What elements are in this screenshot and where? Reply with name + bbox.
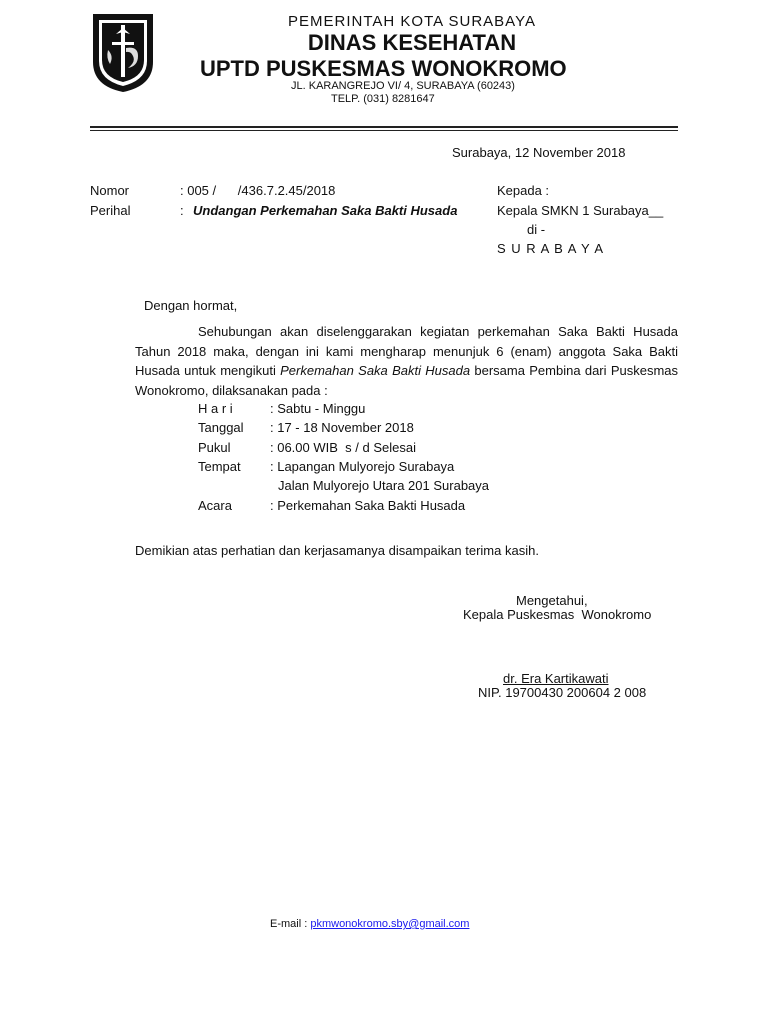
detail-value: : 06.00 WIB s / d Selesai: [270, 440, 416, 455]
detail-value: : Sabtu - Minggu: [270, 401, 366, 416]
perihal-colon: :: [180, 203, 184, 218]
nomor-label: Nomor: [90, 183, 130, 198]
body-paragraph-part1: Sehubungan akan diselenggarakan kegiatan perkemahan Saka Bakti Husada Tahun 2018 maka, dengan ini kami mengharap menunjuk 6 (enam) anggota Saka Bakti Husada untuk mengikuti: [135, 324, 678, 378]
perihal-value: Undangan Perkemahan Saka Bakti Husada: [193, 203, 458, 218]
detail-value: Jalan Mulyorejo Utara 201 Surabaya: [278, 478, 490, 493]
recipient-name: Kepala SMKN 1 Surabaya__: [497, 203, 664, 218]
closing-sentence: Demikian atas perhatian dan kerjasamanya disampaikan terima kasih.: [135, 543, 539, 558]
letterhead-phone: TELP. (031) 8281647: [331, 93, 435, 105]
footer-email-label: E-mail :: [270, 918, 308, 930]
detail-value: : Perkemahan Saka Bakti Husada: [270, 498, 466, 513]
letterhead-government: PEMERINTAH KOTA SURABAYA: [288, 13, 536, 30]
detail-label: Pukul: [198, 440, 231, 455]
letterhead-address: JL. KARANGREJO VI/ 4, SURABAYA (60243): [291, 80, 515, 92]
letterhead-divider-thin: [90, 130, 678, 131]
signature-mengetahui: Mengetahui,: [516, 593, 588, 608]
recipient-kepada: Kepada :: [497, 183, 550, 198]
footer-email-link[interactable]: pkmwonokromo.sby@gmail.com: [310, 918, 470, 930]
nomor-value: : 005 / /436.7.2.45/2018: [180, 183, 336, 198]
letterhead-unit: UPTD PUSKESMAS WONOKROMO: [200, 56, 567, 81]
perihal-label: Perihal: [90, 203, 131, 218]
body-paragraph-part2: bersama Pembina dari Puskesmas Wonokromo, dilaksanakan pada :: [135, 363, 679, 398]
detail-value: : 17 - 18 November 2018: [270, 420, 414, 435]
detail-label: Tempat: [198, 459, 241, 474]
letter-date: Surabaya, 12 November 2018: [452, 145, 626, 160]
letterhead-divider-thick: [90, 126, 678, 128]
signature-name: dr. Era Kartikawati: [503, 671, 609, 686]
detail-label: Tanggal: [198, 420, 244, 435]
recipient-city: S U R A B A Y A: [497, 241, 605, 256]
body-paragraph: [135, 322, 678, 400]
signature-title: Kepala Puskesmas Wonokromo: [463, 607, 652, 622]
footer-email: [270, 918, 469, 930]
body-paragraph-italic: Perkemahan Saka Bakti Husada: [280, 363, 471, 378]
signature-nip: NIP. 19700430 200604 2 008: [478, 685, 647, 700]
detail-label: H a r i: [198, 401, 233, 416]
detail-label: Acara: [198, 498, 232, 513]
recipient-di: di -: [527, 222, 546, 237]
greeting: Dengan hormat,: [144, 298, 238, 313]
detail-value: : Lapangan Mulyorejo Surabaya: [270, 459, 455, 474]
letterhead-department: DINAS KESEHATAN: [307, 30, 517, 55]
